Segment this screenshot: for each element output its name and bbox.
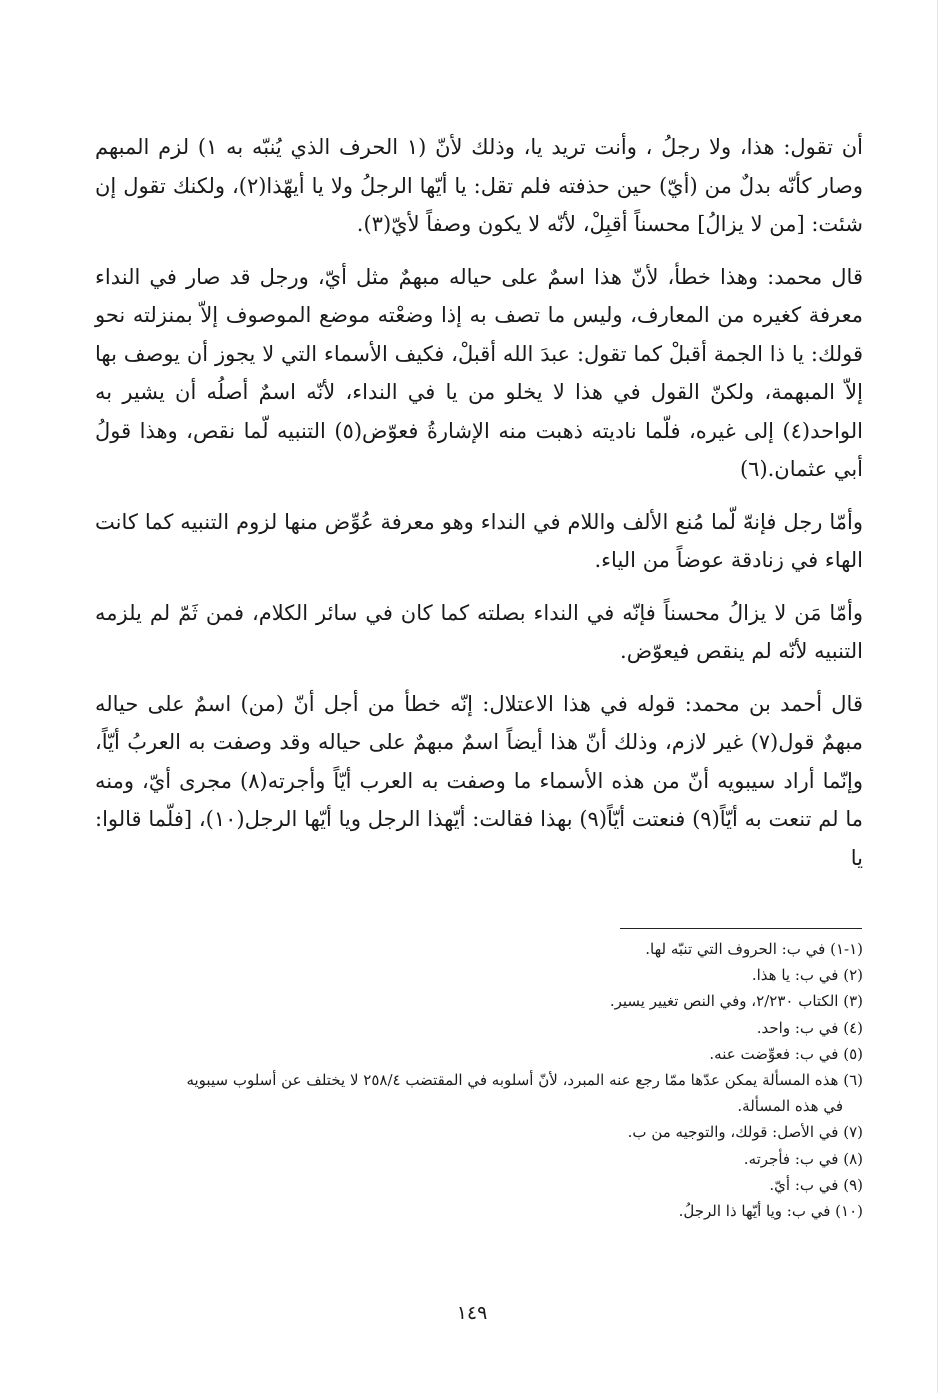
main-text (95, 128, 863, 891)
footnote-separator (620, 928, 862, 929)
footnote-5: (٥) في ب: فعوِّضت عنه. (709, 1044, 863, 1063)
footnote-2: (٢) في ب: يا هذا. (751, 966, 863, 985)
footnote-6-continued: في هذه المسألة. (737, 1097, 843, 1116)
footnote-4: (٤) في ب: واحد. (756, 1018, 863, 1037)
footnote-9: (٩) في ب: أيّ. (769, 1175, 863, 1194)
paragraph-2: قال محمد: وهذا خطأ، لأنّ هذا اسمٌ على حياله مبهمٌ مثل أيّ، ورجل قد صار في النداء معرفة كغيره من المعارف، وليس ما تصف به إذا وضعْته موضع الموصوف إلاّ بمنزلته نحو قولك: يا ذا الجمة أقبلْ كما تقول: عبدَ الله أقبلْ، فكيف الأسماء التي لا يجوز أن يوصف بها إلاّ المبهمة، ولكنّ القول في هذا لا يخلو من يا في النداء، لأنّه اسمٌ أصلُه أن يشير به الواحد(٤) إلى غيره، فلّما ناديته ذهبت منه الإشارةُ فعوّض(٥) التنبيه لّما نقص، وهذا قولُ أبي عثمان.(٦) (95, 264, 863, 481)
footnote-6: (٦) هذه المسألة يمكن عدّها ممّا رجع عنه المبرد، لأنّ أسلوبه في المقتضب ٢٥٨/٤ لا يختلف عن أسلوب سيبويه (186, 1071, 863, 1090)
paragraph-3: وأمّا رجل فإنهّ لّما مُنع الألف واللام في النداء وهو معرفة عُوِّض منها لزوم التنبيه كما كانت الهاء في زنادقة عوضاً من الياء. (95, 509, 863, 572)
page-number: ١٤٩ (456, 1302, 488, 1324)
paragraph-1: أن تقول: هذا، ولا رجلُ ، وأنت تريد يا، وذلك لأنّ (١ الحرف الذي يُنبّه به ١) لزم المبهم وصار كأنّه بدلٌ من (أيّ) حين حذفته فلم تقل: يا أيّها الرجلُ ولا يا أيهّذا(٢)، ولكنك تقول إن شئت: [من لا يزالُ] محسناً أقبِلْ، لأنّه لا يكون وصفاً لأيّ(٣). (95, 135, 863, 236)
footnote-3: (٣) الكتاب ٢/٢٣٠، وفي النص تغيير يسير. (609, 992, 863, 1011)
footnote-1: (١-١) في ب: الحروف التي تنبّه لها. (645, 940, 863, 958)
paragraph-5: قال أحمد بن محمد: قوله في هذا الاعتلال: إنّه خطأ من أجل أنّ (من) اسمٌ على حياله مبهمٌ قول(٧) غير لازم، وذلك أنّ هذا أيضاً اسمٌ مبهمٌ على حياله وقد وصفت به العربُ أيّاً، وإنّما أراد سيبويه أنّ من هذه الأسماء ما وصفت به العرب أيّاً وأجرته(٨) مجرى أيّ، ومنه ما لم تنعت به أيّاً(٩) فنعتت أيّاً(٩) بهذا فقالت: أيّهذا الرجل ويا أيّها الرجل(١٠)، [فلّما قالوا: يا (95, 691, 864, 870)
footnote-7: (٧) في الأصل: قولك، والتوجيه من ب. (627, 1123, 863, 1142)
footnote-10: (١٠) في ب: ويا أيّها ذا الرجلُ. (678, 1202, 863, 1221)
footnote-8: (٨) في ب: فأجرته. (743, 1149, 863, 1168)
footnotes (95, 936, 863, 1224)
paragraph-4: وأمّا مَن لا يزالُ محسناً فإنّه في النداء بصلته كما كان في سائر الكلام، فمن ثَمّ لم يلزمه التنبيه لأنّه لم ينقص فيعوّض. (95, 600, 864, 663)
page-edge-line (937, 0, 938, 1393)
